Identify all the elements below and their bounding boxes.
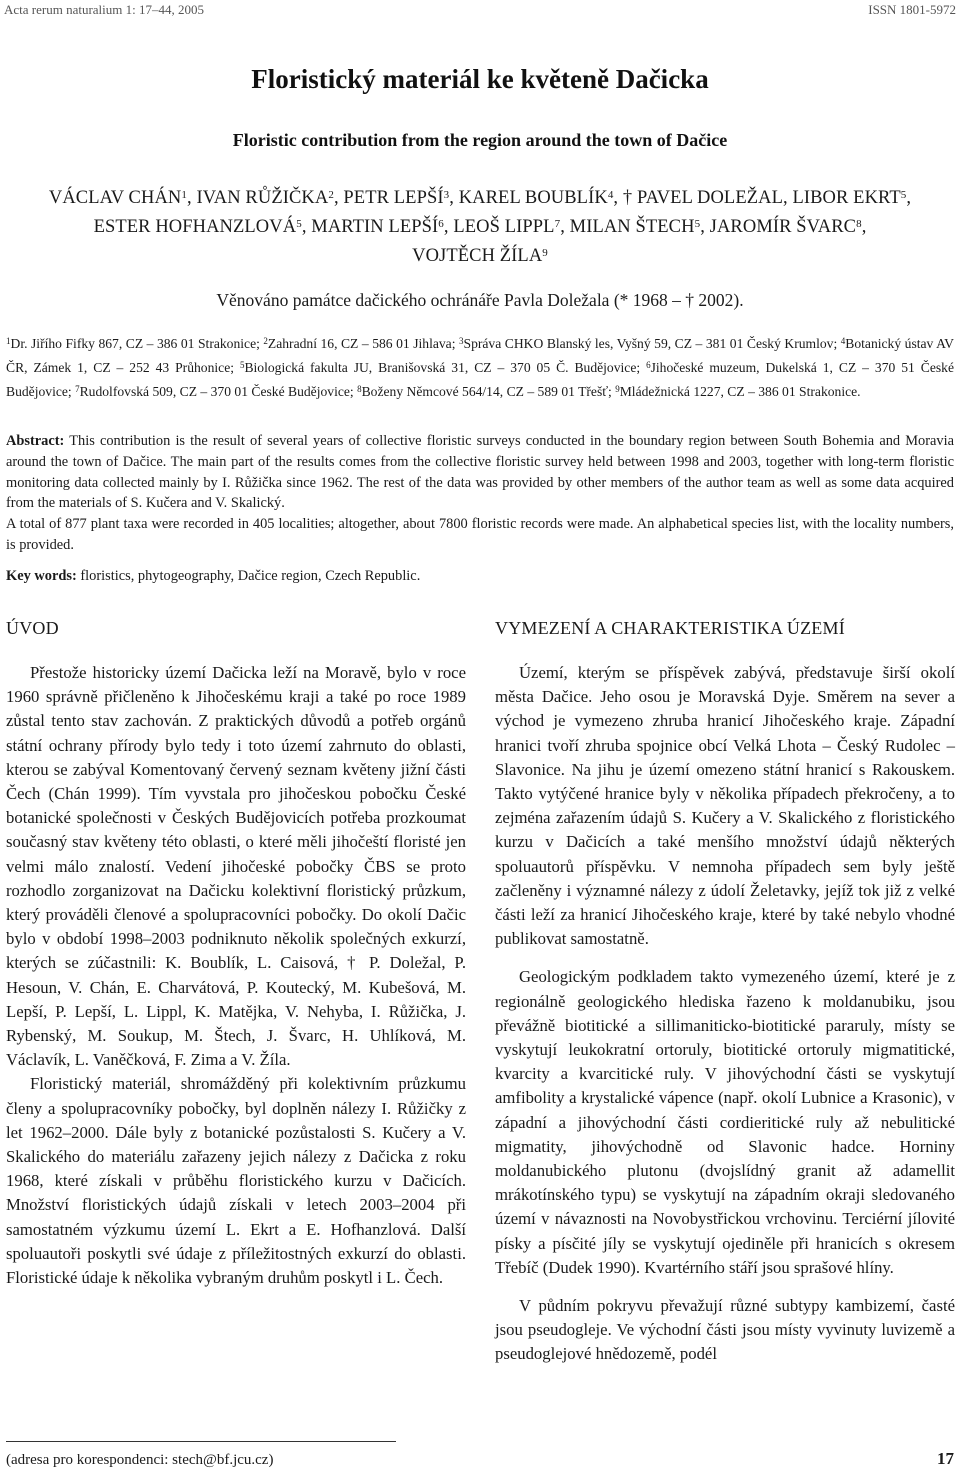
author: MARTIN LEPŠÍ$^6$, xyxy=(311,217,454,237)
keywords: Key words: floristics, phytogeography, Dačice region, Czech Republic. xyxy=(6,568,421,584)
left-column xyxy=(6,661,466,1290)
article-subtitle: Floristic contribution from the region around the town of Dačice xyxy=(232,130,728,150)
abstract-paragraph: This contribution is the result of several years of collective floristic surveys conducted in the boundary region between South Bohemia and Moravia around the town of Dačice. The main part of the results comes from the collective floristic survey held between 1998 and 2003, together with long-term floristic monitoring data collected mainly by I. Růžička since 1962. The rest of the data was provided by other members of the author team as well as some data acquired from the materials of S. Kučera and V. Skalický. xyxy=(6,433,954,512)
body-paragraph: Území, kterým se příspěvek zabývá, představuje širší okolí města Dačice. Jeho osou je Moravská Dyje. Směrem na sever a východ je vymezeno zhruba hranicí Jihočeského kraje. Západní hranici tvoří zhruba spojnice obcí Velká Lhota – Český Rudolec – Slavonice. Na jihu je území omezeno státní hranicí s Rakouskem. Takto vytýčené hranice byly v několika případech překročeny, a to zejména zařazením údajů S. Kučery a V. Skalického z floristického kurzu v Dačicích a také menšího množství údajů některých spoluautorů příspěvku. V nemnoha případech sem byly ještě začleněny i významné nálezy z údolí Želetavky, jejíž tok již z velké části leží za hranicí Jihočeského kraje, které by také nebylo vhodné publikovat samostatně. xyxy=(495,663,955,949)
section-heading-uvod: ÚVOD xyxy=(6,618,59,638)
issn: ISSN 1801-5972 xyxy=(868,2,956,17)
journal-citation: Acta rerum naturalium 1: 17–44, 2005 xyxy=(4,2,205,17)
body-paragraph: Geologickým podkladem takto vymezeného území, které je z regionálně geologického hlediska řazeno k moldanubiku, jsou převážně biotitické a sillimaniticko-biotitické pararuly, místy se vyskytují leukokratní ortoruly, biotitické ortoruly migmatitické, kvarcity a kvarcitické ruly. V jihovýchodní části se vyskytují amfibolity a krystalické vápence (např. okolí Lubnice a Krasonic), v západní a jihovýchodní části cordieritické ruly až nebulitické migmatity, jihovýchodně od Slavonic hadce. Horniny moldanubického plutonu (dvojslídný granit až adamellit mrákotínského typu) se vyskytují na západním okraji sledovaného území v návaznosti na Novobystřickou vrchovinu. Terciérní jílovité písky a písčité jíly se vyskytují ojediněle při hranicích s okresem Třebíč (Dudek 1990). Kvartérního stáří jsou sprašové hlíny. xyxy=(495,967,955,1277)
page-number: 17 xyxy=(937,1449,954,1468)
author: JAROMÍR ŠVARC$^8$, xyxy=(709,217,867,237)
body-paragraph: Floristický materiál, shromážděný při kolektivním průzkumu členy a spolupracovníky pobočky, byl doplněn nálezy I. Růžičky z let 1962–2000. Dále byly z botanické pozůstalosti S. Kučery a V. Skalického do materiálu zařazeny jejich nálezy z Dačicka z roku 1968, které získali v průběhu floristického kurzu v Dačicích. Množství floristických údajů získali v letech 2003–2004 při samostatném výzkumu území L. Ekrt a E. Hofhanzlová. Další spoluautoři poskytli své údaje z příležitostných exkurzí do oblasti. Floristické údaje k několika vybraným druhům poskytl i L. Čech. xyxy=(6,1074,466,1288)
dedication: Věnováno památce dačického ochránáře Pavla Doležala (* 1968 – † 2002). xyxy=(216,290,744,310)
correspondence-address: (adresa pro korespondenci: stech@bf.jcu.cz) xyxy=(6,1452,274,1468)
section-heading-vymezeni: VYMEZENÍ A CHARAKTERISTIKA ÚZEMÍ xyxy=(495,618,845,638)
body-paragraph: V půdním pokryvu převažují různé subtypy kambizemí, časté jsou pseudogleje. Ve východní části jsou místy vyvinuty luvizemě a pseudoglejové hnědozemě, podél xyxy=(495,1296,955,1364)
right-column xyxy=(495,661,955,1367)
author: VOJTĚCH ŽÍLA$^9$ xyxy=(412,246,548,266)
article-title: Floristický materiál ke květeně Dačicka xyxy=(251,64,709,94)
author: LIBOR EKRT$^5$, xyxy=(792,188,912,208)
author: LEOŠ LIPPL$^7$, xyxy=(453,217,570,237)
abstract-label: Abstract: xyxy=(6,433,65,449)
author: KAREL BOUBLÍK$^4$, xyxy=(458,188,623,208)
affiliations: $^1$Dr. Jiřího Fifky 867, CZ – 386 01 Strakonice; $^2$Zahradní 16, CZ – 586 01 Jihlava; $^3$Správa CHKO Blanský les, Vyšný 59, CZ – 381 01 Český Krumlov; $^4$Botanický ústav AV ČR, Zámek 1, CZ – 252 43 Průhonice; $^5$Biologická fakulta JU, Branišovská 31, CZ – 370 05 Č. Budějovice; $^6$Jihočeské muzeum, Dukelská 1, CZ – 370 51 České Budějovice; $^7$Rudolfovská 509, CZ – 370 01 České Budějovice; $^8$Boženy Němcové 564/14, CZ – 589 01 Třešť; $^9$Mládežnická 1227, CZ – 386 01 Strakonice. xyxy=(6,336,954,399)
body-paragraph: Přestože historicky území Dačicka leží na Moravě, bylo v roce 1960 správně přičleněno k Jihočeskému kraji a také po roce 1989 zůstal tento stav zachován. Z praktických důvodů a potřeb orgánů státní ochrany přírody bylo tedy i toto území zahrnuto do oblasti, kterou se zabýval Komentovaný červený seznam květeny jižní části Čech (Chán 1999). Tím vyvstala pro jihočeskou pobočku České botanické společnosti v Českých Budějovicích potřeba prozkoumat současný stav květeny této oblasti, o které měli jihočeští floristé jen velmi málo znalostí. Vedení jihočeské pobočky ČBS se proto rozhodlo zorganizovat na Dačicku kolektivní floristický průzkum, který prováděli členové a spolupracovníci pobočky. Do okolí Dačic bylo v období 1998–2003 podniknuto několik společných exkurzí, kterých se zúčastnili: K. Boublík, L. Caisová, † P. Doležal, P. Hesoun, V. Chán, E. Charvátová, P. Koutecký, M. Kubešová, M. Lepší, P. Lepší, L. Lippl, K. Matějka, V. Nehyba, I. Růžička, J. Rybenský, M. Soukup, M. Štech, J. Švarc, H. Uhlíková, M. Václavík, L. Vaněčková, F. Zima a V. Žíla. xyxy=(6,663,466,1070)
author: PETR LEPŠÍ$^3$, xyxy=(343,188,459,208)
footnote-rule xyxy=(6,1441,396,1442)
author: † PAVEL DOLEŽAL, xyxy=(622,188,793,208)
author: ESTER HOFHANZLOVÁ$^5$, xyxy=(93,217,312,237)
author: VÁCLAV CHÁN$^1$, xyxy=(48,188,197,208)
keywords-label: Key words: xyxy=(6,568,77,584)
author: IVAN RŮŽIČKA$^2$, xyxy=(196,188,344,208)
abstract xyxy=(6,431,954,556)
author-list xyxy=(10,182,950,269)
abstract-paragraph: A total of 877 plant taxa were recorded in 405 localities; altogether, about 7800 floristic records were made. An alphabetical species list, with the locality numbers, is provided. xyxy=(6,516,954,553)
author: MILAN ŠTECH$^5$, xyxy=(569,217,710,237)
